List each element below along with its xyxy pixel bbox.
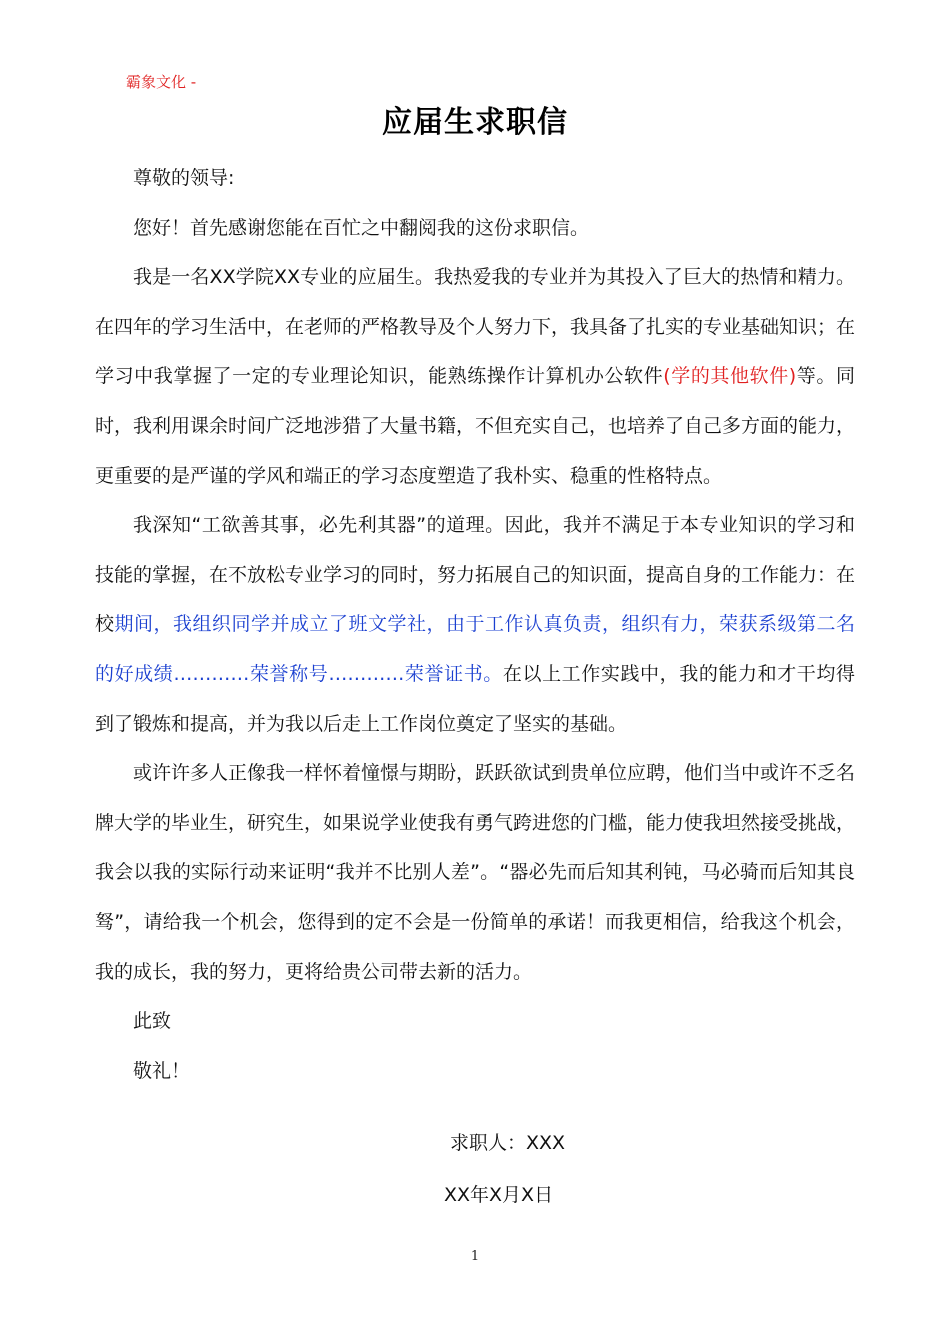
paragraph-text: 等。同时，我利用课余时间广泛地涉猎了大量书籍，不但充实自己，也培养了自己多方面的能力，更重要的是严谨的学风和端正的学习态度塑造了我朴实、稳重的性格特点。	[95, 365, 856, 487]
salutation: 尊敬的领导:	[133, 167, 235, 189]
signature-date: XX年X月X日	[444, 1184, 554, 1206]
page-number: 1	[470, 1249, 480, 1264]
greeting: 您好！首先感谢您能在百忙之中翻阅我的这份求职信。	[133, 216, 590, 239]
signature-name: 求职人：XXX	[450, 1132, 566, 1154]
closing-line-2: 敬礼！	[133, 1059, 191, 1082]
paragraph-text: 在以上工作实践中，我的能力和才干均得到了锻炼和提高，并为我以后走上工作岗位奠定了坚实的基础。	[95, 662, 855, 735]
paragraph-text: 我是一名XX学院XX专业的应届生。我热爱我的专业并为其投入了巨大的热情和精力。在四年的学习生活中，在老师的严格教导及个人努力下，我具备了扎实的专业基础知识；在学习中我掌握了一定的专业理论知识，能熟练操作计算机办公软件	[95, 266, 856, 388]
letter-body	[95, 154, 855, 1096]
closing-line-1: 此致	[133, 1010, 172, 1033]
paragraph-experience	[95, 501, 855, 749]
highlight-achievements: 期间，我组织同学并成立了班文学社，由于工作认真负责，组织有力，荣获系级第二名的好成绩…………荣誉称号…………荣誉证书。	[95, 613, 855, 685]
paragraph-request: 或许许多人正像我一样怀着憧憬与期盼，跃跃欲试到贵单位应聘，他们当中或许不乏名牌大学的毕业生，研究生，如果说学业使我有勇气跨进您的门槛，能力使我坦然接受挑战，我会以我的实际行动来证明“我并不比别人差”。“器必先而后知其利钝，马必骑而后知其良驽”，请给我一个机会，您得到的定不会是一份简单的承诺！而我更相信，给我这个机会，我的成长，我的努力，更将给贵公司带去新的活力。	[95, 762, 856, 983]
paragraph-text: 我深知“工欲善其事，必先利其器”的道理。因此，我并不满足于本专业知识的学习和技能的掌握，在不放松专业学习的同时，努力拓展自己的知识面，提高自身的工作能力：在校	[95, 514, 856, 636]
highlight-software: (学的其他软件)	[663, 365, 797, 388]
document-title: 应届生求职信	[382, 105, 568, 140]
paragraph-education	[95, 253, 855, 501]
brand-header: 霸象文化 -	[126, 73, 197, 91]
